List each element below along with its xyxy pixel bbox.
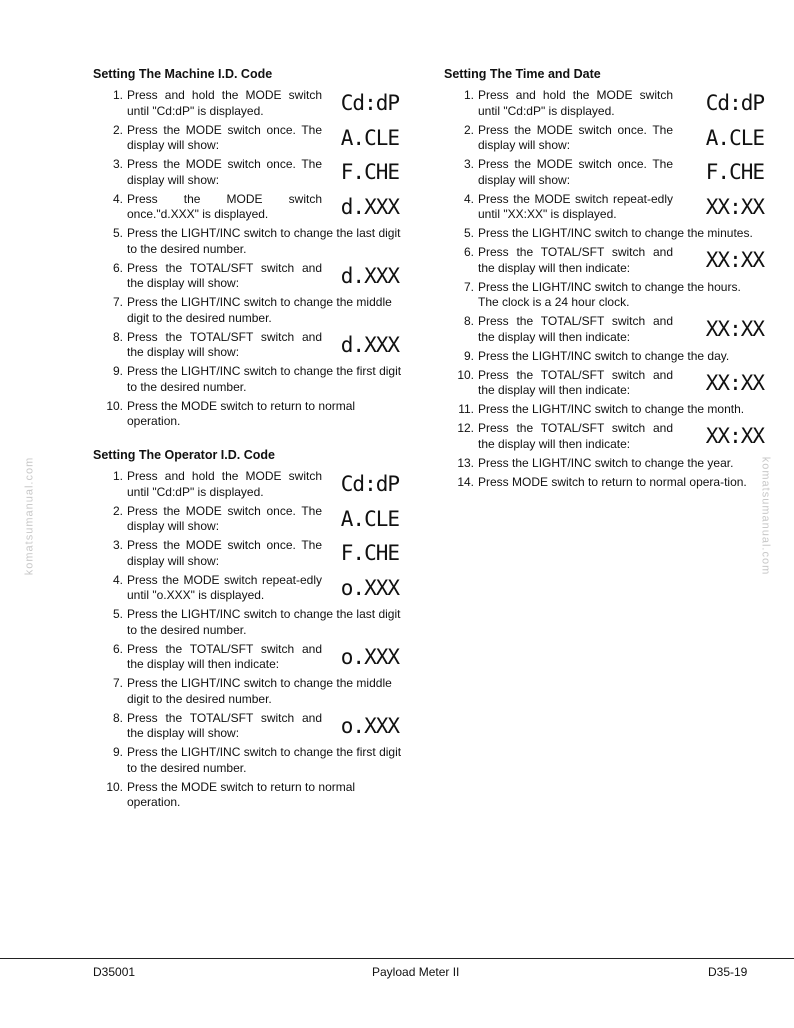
step-number: 1.: [112, 469, 123, 483]
step-text: Press the TOTAL/SFT switch and the display will then indicate:: [478, 421, 673, 451]
step-number: 2.: [112, 503, 123, 518]
watermark-left: komatsumanual.com: [23, 456, 36, 576]
step-number: 5.: [463, 226, 474, 240]
step-number: 9.: [112, 364, 123, 378]
footer-title: Payload Meter II: [372, 965, 460, 979]
step-number: 1.: [463, 88, 474, 102]
lcd-display: XX:XX: [705, 248, 764, 272]
right-column: [444, 66, 764, 494]
section-title: Setting The Operator I.D. Code: [93, 448, 275, 462]
list-item: [93, 573, 403, 604]
step-number: 1.: [112, 88, 123, 102]
lcd-display: XX:XX: [705, 424, 764, 448]
list-item: [444, 88, 764, 119]
step-text: Press the MODE switch once. The display will show:: [127, 122, 322, 152]
step-number: 12.: [457, 421, 474, 435]
list-item: [93, 607, 403, 638]
footer-rule: [0, 958, 794, 959]
step-number: 8.: [463, 314, 474, 328]
step-text: Press the TOTAL/SFT switch and the display will then indicate:: [478, 245, 673, 275]
lcd-display: d.XXX: [340, 194, 399, 219]
step-text: Press the LIGHT/INC switch to change the last digit to the desired number.: [127, 226, 401, 256]
lcd-display: A.CLE: [340, 125, 399, 150]
step-text: Press the TOTAL/SFT switch and the display will then indicate:: [478, 314, 673, 344]
step-number: 10.: [457, 367, 474, 382]
step-text: Press the MODE switch to return to normal operation.: [127, 779, 356, 809]
list-item: [444, 280, 754, 311]
step-number: 4.: [112, 191, 123, 206]
lcd-display: XX:XX: [705, 194, 764, 219]
step-number: 10.: [106, 398, 123, 413]
lcd-display: XX:XX: [705, 370, 764, 395]
list-item: [93, 538, 403, 569]
step-text: Press the TOTAL/SFT switch and the display will show:: [127, 710, 322, 740]
lcd-display: o.XXX: [340, 575, 399, 600]
list-item: [444, 456, 754, 472]
step-text: Press and hold the MODE switch until "Cd:dP" is displayed.: [127, 88, 322, 118]
step-text: Press the LIGHT/INC switch to change the last digit to the desired number.: [127, 607, 401, 637]
list-item: [93, 469, 403, 500]
step-text: Press the LIGHT/INC switch to change the minutes.: [478, 226, 753, 240]
list-item: [93, 192, 403, 223]
step-text: Press the TOTAL/SFT switch and the display will show:: [127, 260, 322, 290]
step-number: 9.: [463, 348, 474, 363]
step-text: Press and hold the MODE switch until "Cd:dP" is displayed.: [478, 88, 673, 118]
section-title: Setting The Time and Date: [444, 67, 601, 81]
lcd-display: d.XXX: [340, 263, 399, 288]
list-item: [93, 676, 403, 707]
lcd-display: d.XXX: [340, 332, 399, 357]
step-text: Press the MODE switch once."d.XXX" is displayed.: [127, 191, 322, 221]
step-number: 8.: [112, 710, 123, 725]
step-text: Press the MODE switch to return to normal operation.: [127, 398, 356, 428]
lcd-display: o.XXX: [340, 713, 399, 738]
step-text: Press the LIGHT/INC switch to change the day.: [478, 348, 730, 363]
step-text: Press the MODE switch once. The display will show:: [127, 503, 322, 533]
step-text: Press the LIGHT/INC switch to change the year.: [478, 455, 734, 470]
step-text: Press the LIGHT/INC switch to change the month.: [478, 402, 745, 416]
list-item: [444, 157, 764, 188]
step-text: Press the LIGHT/INC switch to change the middle digit to the desired number.: [127, 676, 392, 706]
step-list: [93, 469, 403, 811]
step-text: Press the TOTAL/SFT switch and the display will then indicate:: [127, 641, 322, 671]
list-item: [444, 245, 764, 276]
lcd-display: A.CLE: [705, 125, 764, 150]
step-text: Press the TOTAL/SFT switch and the display will then indicate:: [478, 367, 673, 397]
step-number: 6.: [112, 260, 123, 275]
step-text: Press the MODE switch once. The display will show:: [478, 157, 673, 187]
step-text: Press and hold the MODE switch until "Cd:dP" is displayed.: [127, 469, 322, 499]
list-item: [444, 122, 764, 154]
lcd-display: F.CHE: [340, 541, 399, 565]
lcd-display: F.CHE: [705, 160, 764, 184]
step-number: 5.: [112, 226, 123, 240]
list-item: [444, 475, 754, 491]
step-number: 4.: [112, 572, 123, 587]
step-number: 3.: [112, 538, 123, 552]
lcd-display: Cd:dP: [705, 91, 764, 115]
step-number: 6.: [463, 245, 474, 259]
lcd-display: o.XXX: [340, 644, 399, 669]
list-item: [93, 745, 403, 776]
list-item: [93, 711, 403, 742]
step-number: 11.: [458, 402, 474, 416]
list-item: [93, 123, 403, 154]
step-number: 7.: [112, 295, 123, 309]
step-text: Press the LIGHT/INC switch to change the first digit to the desired number.: [127, 745, 402, 775]
list-item: [444, 402, 754, 418]
step-number: 6.: [112, 641, 123, 656]
list-item: [93, 364, 403, 395]
step-number: 13.: [457, 455, 474, 470]
step-text: Press the MODE switch once. The display will show:: [127, 157, 322, 187]
watermark-right: komatsumanual.com: [759, 456, 772, 576]
list-item: [93, 261, 403, 292]
step-number: 3.: [463, 157, 474, 171]
step-number: 2.: [112, 122, 123, 137]
step-text: Press the MODE switch once. The display will show:: [478, 122, 673, 152]
step-number: 3.: [112, 157, 123, 171]
footer-page-number: D35-19: [708, 965, 748, 979]
step-text: Press MODE switch to return to normal opera-tion.: [478, 474, 747, 489]
section-title: Setting The Machine I.D. Code: [93, 67, 273, 81]
step-number: 7.: [112, 676, 123, 690]
step-text: Press the TOTAL/SFT switch and the display will show:: [127, 329, 322, 359]
step-number: 14.: [457, 474, 474, 489]
step-number: 8.: [112, 329, 123, 344]
list-item: [444, 314, 764, 345]
lcd-display: XX:XX: [705, 317, 764, 341]
step-number: 5.: [112, 607, 123, 621]
list-item: [93, 330, 403, 361]
list-item: [444, 191, 764, 223]
list-item: [444, 226, 754, 242]
list-item: [93, 226, 403, 257]
list-item: [444, 349, 754, 365]
left-column: [93, 66, 403, 814]
step-text: Press the LIGHT/INC switch to change the first digit to the desired number.: [127, 364, 402, 394]
step-list: [93, 88, 403, 430]
list-item: [93, 88, 403, 119]
lcd-display: A.CLE: [340, 506, 399, 531]
step-text: Press the MODE switch once. The display will show:: [127, 538, 322, 568]
section-gap: [93, 433, 403, 447]
step-text: Press the LIGHT/INC switch to change the hours. The clock is a 24 hour clock.: [478, 279, 741, 309]
step-number: 4.: [463, 191, 474, 206]
footer-doc-id: D35001: [93, 965, 136, 979]
list-item: [93, 157, 403, 188]
list-item: [93, 504, 403, 535]
step-text: Press the MODE switch repeat-edly until "o.XXX" is displayed.: [127, 572, 322, 602]
list-item: [93, 642, 403, 673]
step-text: Press the MODE switch repeat-edly until "XX:XX" is displayed.: [478, 191, 673, 221]
lcd-display: F.CHE: [340, 160, 399, 184]
lcd-display: Cd:dP: [340, 91, 399, 115]
step-number: 10.: [106, 779, 123, 794]
lcd-display: Cd:dP: [340, 472, 399, 496]
list-item: [93, 399, 403, 430]
list-item: [444, 421, 764, 452]
list-item: [444, 367, 764, 399]
list-item: [93, 295, 403, 326]
step-number: 9.: [112, 745, 123, 759]
list-item: [93, 780, 403, 811]
step-number: 2.: [463, 122, 474, 137]
step-number: 7.: [463, 279, 474, 294]
step-text: Press the LIGHT/INC switch to change the middle digit to the desired number.: [127, 295, 392, 325]
